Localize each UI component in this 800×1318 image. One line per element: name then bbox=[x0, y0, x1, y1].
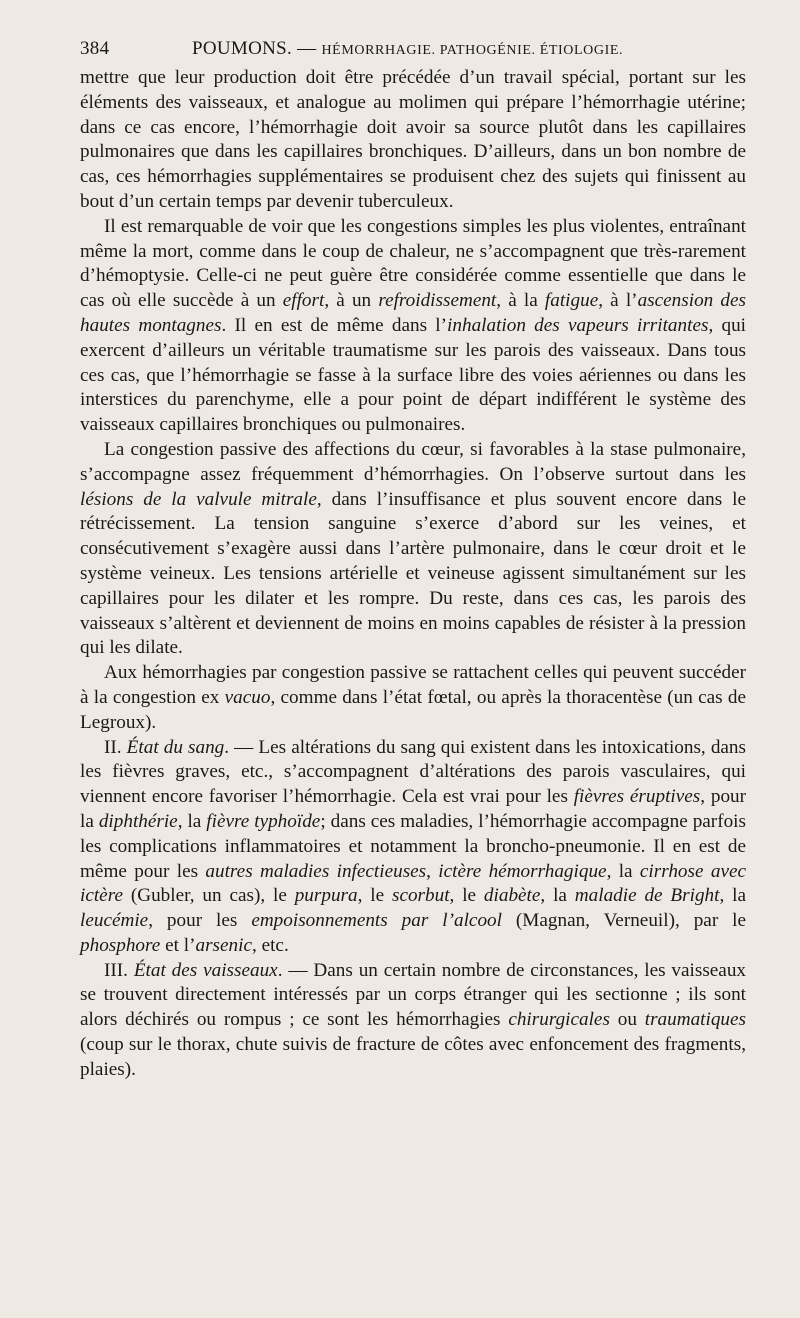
italic-phrase: inhalation des vapeurs irritantes bbox=[447, 314, 709, 336]
italic-phrase: diphthérie bbox=[98, 810, 178, 832]
text-run: , à un bbox=[324, 290, 379, 312]
text-run: , la bbox=[606, 860, 640, 882]
italic-phrase: ascension des hautes montagnes bbox=[80, 290, 746, 336]
running-header bbox=[80, 38, 766, 60]
text-run: , comme dans l’état fœtal, ou après la thoracentèse (un cas de Legroux). bbox=[80, 686, 747, 733]
text-run: , la bbox=[719, 885, 746, 907]
text-run: , la bbox=[177, 810, 207, 832]
paragraph bbox=[80, 736, 746, 959]
text-run: II. bbox=[104, 736, 127, 758]
text-run: . Il en est de même dans l’ bbox=[221, 314, 448, 336]
text-run: La congestion passive des affections du cœur, si favorables à la stase pulmonaire, s’accompagne assez fréquemment d’hémorrhagies. On l’observe surtout dans les bbox=[80, 438, 746, 485]
body-text bbox=[80, 66, 746, 1083]
italic-phrase: scorbut bbox=[391, 885, 450, 907]
italic-phrase: purpura bbox=[294, 885, 358, 907]
text-run: et l’ bbox=[160, 934, 196, 956]
italic-phrase: vacuo bbox=[224, 686, 271, 708]
italic-phrase: empoisonnements par l’alcool bbox=[251, 910, 502, 932]
text-run: , bbox=[426, 860, 439, 882]
text-run: , la bbox=[540, 885, 575, 907]
text-run: . — Les altérations du sang qui existent dans les intoxications, dans les fièvres graves, etc., s’accompagnent d’altérations des parois vasculaires, qui viennent encore favoriser l’hémorrhagie. Cela est vrai pour les bbox=[80, 736, 746, 808]
italic-phrase: fièvres éruptives bbox=[573, 786, 701, 808]
text-run: , à l’ bbox=[598, 290, 638, 312]
paragraph bbox=[80, 438, 746, 661]
text-run: . — Dans un certain nombre de circonstances, les vaisseaux se trouvent directement intéressés par un corps étranger qui les sectionne ; ils sont alors déchirés ou rompus ; ce sont les hémorrhagies bbox=[80, 959, 747, 1031]
italic-phrase: fatigue bbox=[544, 290, 599, 312]
text-run: (coup sur le thorax, chute suivis de fracture de côtes avec enfoncement des fragments, plaies). bbox=[80, 1034, 746, 1080]
text-run: (Gubler, un cas), le bbox=[122, 885, 295, 907]
text-run: ou bbox=[609, 1009, 645, 1031]
text-run: III. bbox=[104, 959, 134, 981]
italic-phrase: État des vaisseaux bbox=[133, 959, 278, 981]
italic-phrase: leucémie bbox=[80, 910, 149, 932]
text-run: , le bbox=[449, 885, 484, 907]
italic-phrase: lésions de la valvule mitrale bbox=[80, 488, 317, 510]
text-run: , dans l’insuffisance et plus souvent encore dans le rétrécissement. La tension sanguine s’exerce d’abord sur les veines, et consécutivement s’exagère aussi dans l’artère pulmonaire, dans le cœur droit et le système veineux. Les tensions artérielle et veineuse agissent simultanément sur les capillaires pour les dilater et les rompre. Du reste, dans ces cas, les parois des vaisseaux s’altèrent et deviennent de moins en moins capables de résister à la pression qui les dilate. bbox=[80, 488, 746, 659]
italic-phrase: ictère hémorrhagique bbox=[438, 860, 607, 882]
page-number: 384 bbox=[80, 38, 110, 59]
text-run: ; dans ces maladies, l’hémorrhagie accompagne parfois les complications inflammatoires et notamment la broncho-pneumonie. Il en est de même pour les bbox=[80, 810, 746, 882]
paragraph bbox=[80, 959, 746, 1083]
text-run: , qui exercent d’ailleurs un véritable traumatisme sur les parois des vaisseaux. Dans tous ces cas, que l’hémorrhagie se fasse à la surface libre des voies aériennes ou dans les interstices du parenchyme, elle a pour point de départ indifférent le système des vaisseaux capillaires bronchiques ou pulmonaires. bbox=[80, 314, 746, 436]
italic-phrase: maladie de Bright bbox=[574, 885, 720, 907]
italic-phrase: diabète bbox=[483, 885, 541, 907]
text-run: , etc. bbox=[251, 934, 289, 956]
text-run: , pour les bbox=[148, 910, 252, 932]
paragraph bbox=[80, 66, 746, 215]
text-run: mettre que leur production doit être précédée d’un travail spécial, portant sur les éléments des vaisseaux, et analogue au molimen qui prépare l’hémorrhagie utérine; dans ce cas encore, l’hémorrhagie doit avoir sa source plutôt dans les capillaires pulmonaires que dans les capillaires bronchiques. D’ailleurs, dans un bon nombre de cas, ces hémorrhagies supplémentaires se produisent chez des sujets qui finissent au bout d’un certain temps par devenir tuberculeux. bbox=[80, 67, 746, 212]
italic-phrase: phosphore bbox=[80, 934, 161, 956]
text-run: Aux hémorrhagies par congestion passive se rattachent celles qui peuvent succéder à la congestion ex bbox=[80, 662, 746, 708]
text-run: (Magnan, Verneuil), par le bbox=[501, 910, 746, 932]
running-title-main: POUMONS. — bbox=[192, 38, 322, 59]
italic-phrase: effort bbox=[282, 290, 325, 312]
text-run: , pour la bbox=[80, 786, 747, 832]
italic-phrase: chirurgicales bbox=[508, 1009, 610, 1031]
text-run: Il est remarquable de voir que les congestions simples les plus violentes, entraînant même la mort, comme dans le coup de chaleur, ne s’accompagnent que très-rarement d’hémoptysie. Celle-ci ne peut guère être considérée comme essentielle que dans le cas où elle succède à un bbox=[80, 215, 746, 312]
italic-phrase: arsenic bbox=[195, 934, 252, 956]
paragraph bbox=[80, 215, 746, 438]
italic-phrase: traumatiques bbox=[644, 1009, 747, 1031]
italic-phrase: autres maladies infectieuses bbox=[205, 860, 427, 882]
paragraph bbox=[80, 661, 746, 735]
italic-phrase: refroidissement bbox=[378, 290, 497, 312]
italic-phrase: État du sang bbox=[126, 736, 225, 758]
running-title bbox=[192, 38, 623, 60]
italic-phrase: cirrhose avec ictère bbox=[80, 860, 746, 907]
italic-phrase: fièvre typhoïde bbox=[206, 810, 321, 832]
text-run: , à la bbox=[496, 290, 545, 312]
text-run: , le bbox=[357, 885, 392, 907]
running-title-sub: HÉMORRHAGIE. PATHOGÉNIE. ÉTIOLOGIE. bbox=[321, 43, 624, 58]
